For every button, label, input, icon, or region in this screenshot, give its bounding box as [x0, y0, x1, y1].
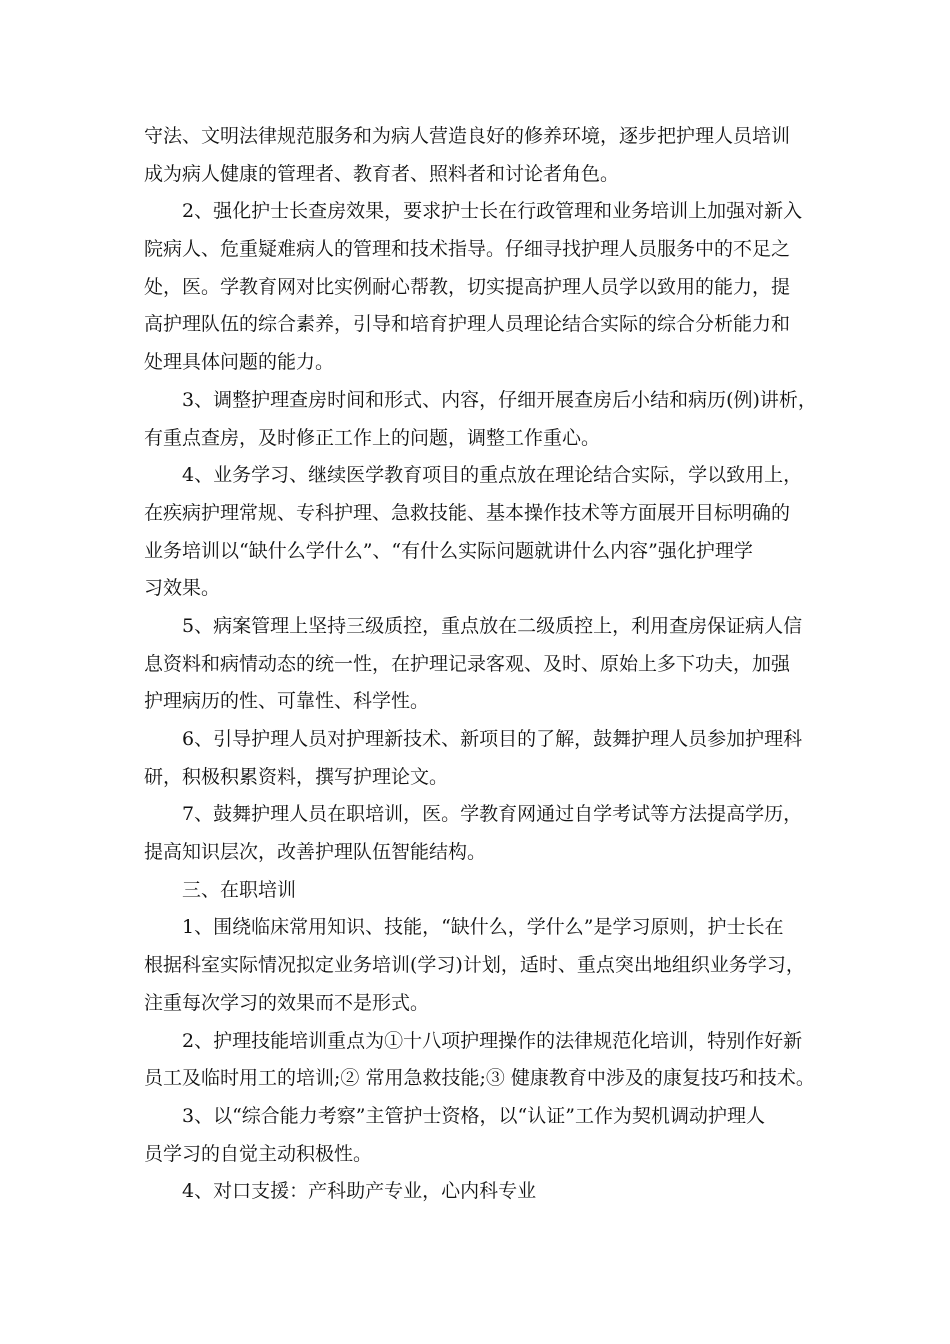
section-heading-in-service-training: 三、在职培训: [182, 878, 297, 901]
text-line-1: 守法、文明法律规范服务和为病人营造良好的修养环境，逐步把护理人员培训: [144, 125, 791, 147]
paragraph-5-start: 5、病案管理上坚持三级质控，重点放在二级质控上，利用查房保证病人信: [182, 614, 803, 637]
training-item-3-start: 3、以“综合能力考察”主管护士资格，以“认证”工作为契机调动护理人: [182, 1104, 765, 1127]
paragraph-4-start: 4、业务学习、继续医学教育项目的重点放在理论结合实际，学以致用上，: [182, 464, 803, 487]
text-line-2: 成为病人健康的管理者、教育者、照料者和讨论者角色。: [144, 162, 620, 185]
document-body: [144, 118, 824, 1211]
text-line-23: 根据科室实际情况拟定业务培训(学习)计划，适时、重点突出地组织业务学习，: [144, 954, 805, 977]
text-line-5: 处，医。学教育网对比实例耐心帮教，切实提高护理人员学以致用的能力，提: [144, 275, 791, 298]
text-line-12: 业务培训以“缺什么学什么”、“有什么实际问题就讲什么内容”强化护理学: [144, 539, 753, 562]
text-line-15: 息资料和病情动态的统一性，在护理记录客观、及时、原始上多下功夫，加强: [144, 652, 791, 675]
training-item-4: 4、对口支援：产科助产专业，心内科专业: [182, 1180, 537, 1203]
text-line-4: 院病人、危重疑难病人的管理和技术指导。仔细寻找护理人员服务中的不足之: [144, 238, 791, 261]
text-line-16: 护理病历的性、可靠性、科学性。: [144, 690, 430, 713]
text-line-18: 研，积极积累资料，撰写护理论文。: [144, 765, 449, 788]
text-line-7: 处理具体问题的能力。: [144, 351, 335, 374]
text-line-9: 有重点查房，及时修正工作上的问题，调整工作重心。: [144, 426, 601, 449]
training-item-1-start: 1、围绕临床常用知识、技能，“缺什么，学什么”是学习原则，护士长在: [182, 916, 784, 939]
text-line-11: 在疾病护理常规、专科护理、急救技能、基本操作技术等方面展开目标明确的: [144, 501, 791, 524]
paragraph-6-start: 6、引导护理人员对护理新技术、新项目的了解，鼓舞护理人员参加护理科: [182, 728, 803, 750]
text-line-13: 习效果。: [144, 577, 221, 600]
paragraph-3-start: 3、调整护理查房时间和形式、内容，仔细开展查房后小结和病历(例)讲析，: [182, 388, 817, 411]
text-line-24: 注重每次学习的效果而不是形式。: [144, 991, 430, 1014]
training-item-2-start: 2、护理技能培训重点为①十八项护理操作的法律规范化培训，特别作好新: [182, 1029, 803, 1052]
text-line-20: 提高知识层次，改善护理队伍智能结构。: [144, 841, 487, 864]
text-line-26: 员工及临时用工的培训;② 常用急救技能;③ 健康教育中涉及的康复技巧和技术。: [144, 1067, 815, 1090]
text-line-28: 员学习的自觉主动积极性。: [144, 1142, 373, 1165]
paragraph-2-start: 2、强化护士长查房效果，要求护士长在行政管理和业务培训上加强对新入: [182, 200, 803, 223]
text-line-6: 高护理队伍的综合素养，引导和培育护理人员理论结合实际的综合分析能力和: [144, 313, 791, 336]
paragraph-7-start: 7、鼓舞护理人员在职培训，医。学教育网通过自学考试等方法提高学历，: [182, 803, 803, 826]
